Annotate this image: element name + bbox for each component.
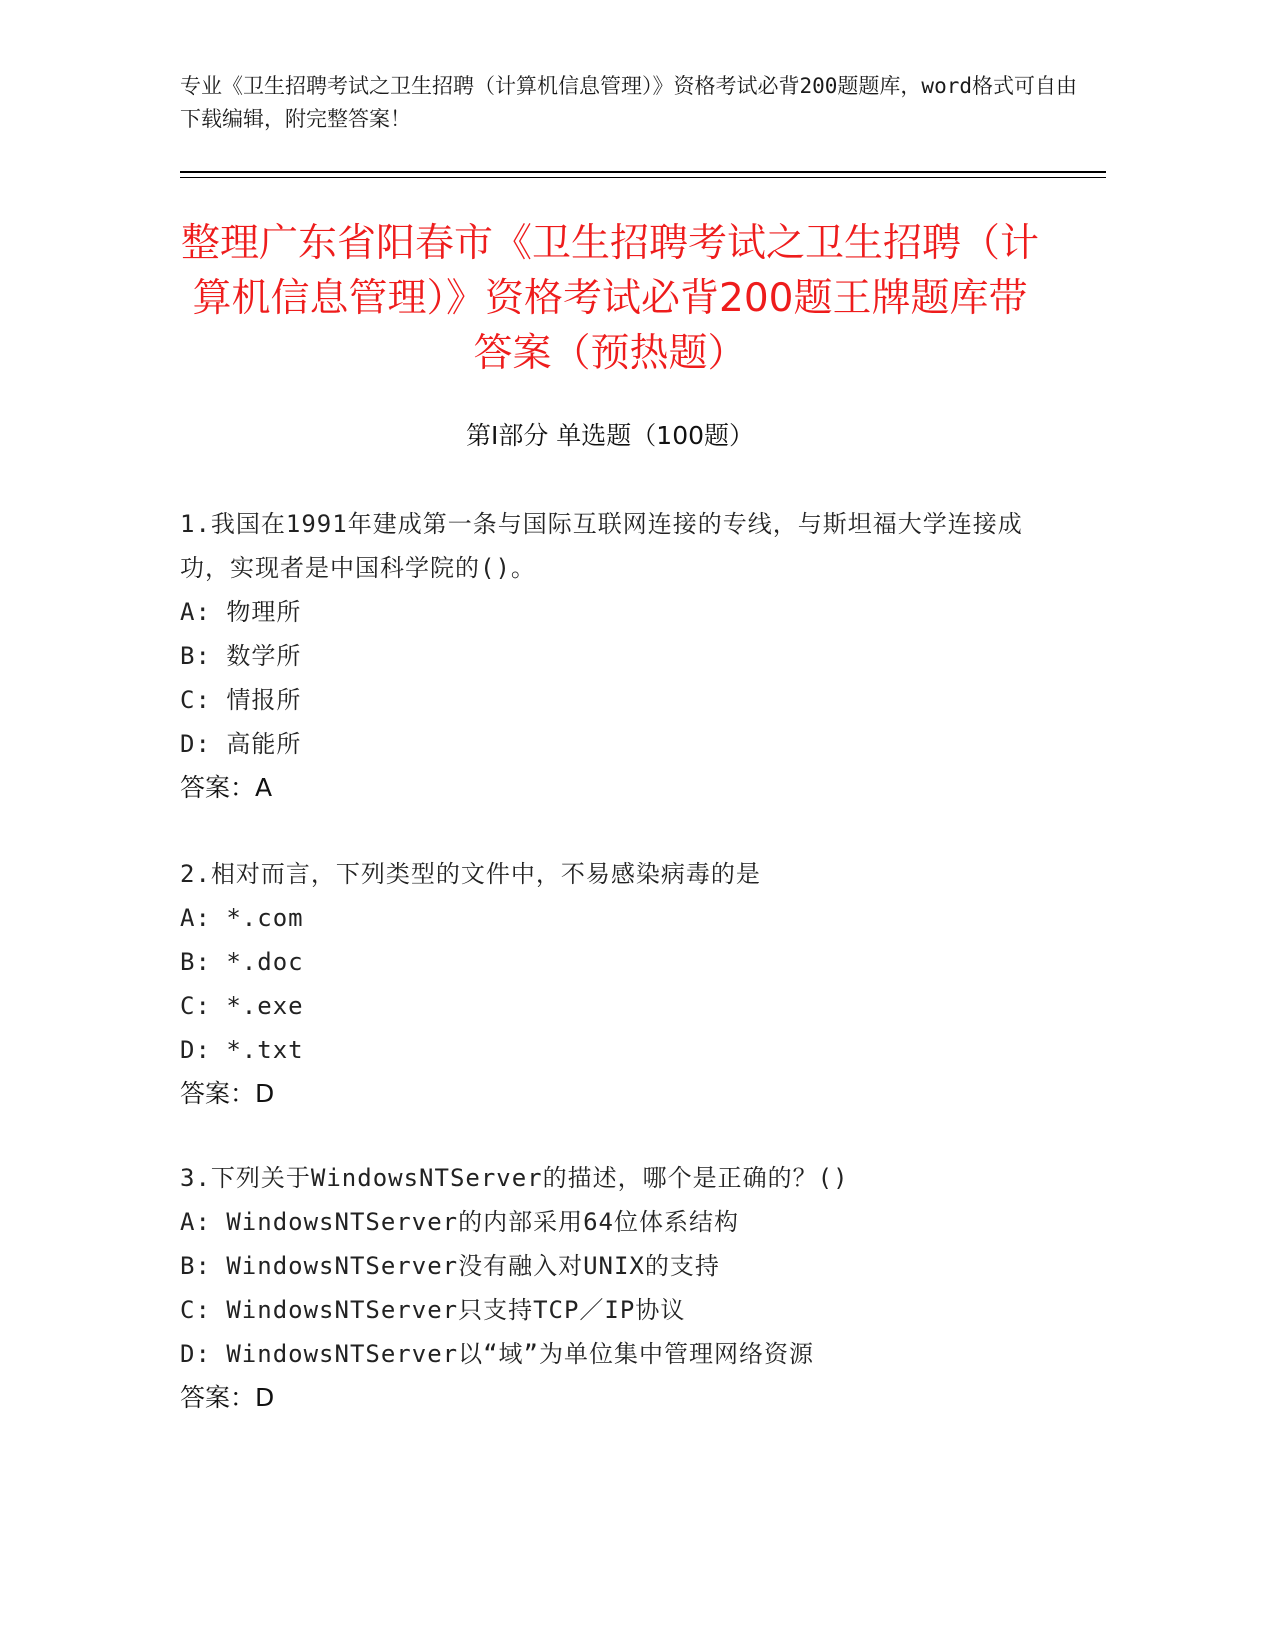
option-c: C: WindowsNTServer只支持TCP／IP协议 (180, 1296, 686, 1324)
question-text: 2.相对而言，下列类型的文件中，不易感染病毒的是 (180, 860, 761, 888)
question-3 (180, 1156, 1040, 1420)
answer-value: D (255, 1383, 275, 1412)
question-text: 3.下列关于WindowsNTServer的描述，哪个是正确的？() (180, 1164, 849, 1192)
option-d: D: *.txt (180, 1036, 304, 1064)
answer-line (180, 766, 1040, 810)
option-a: A: *.com (180, 904, 304, 932)
option-b: B: *.doc (180, 948, 304, 976)
answer-label: 答案： (180, 1079, 256, 1108)
answer-value: A (255, 773, 273, 802)
option-a: A: WindowsNTServer的内部采用64位体系结构 (180, 1208, 739, 1236)
answer-label: 答案： (180, 773, 256, 802)
section-heading: 第Ⅰ部分 单选题（100题） (465, 421, 755, 450)
option-c: C: *.exe (180, 992, 304, 1020)
header-divider-thick (180, 171, 1106, 173)
header-note: 专业《卫生招聘考试之卫生招聘（计算机信息管理）》资格考试必背200题题库，word格式可自由下载编辑，附完整答案！ (180, 74, 1077, 131)
answer-line (180, 1376, 1040, 1420)
option-b: B: WindowsNTServer没有融入对UNIX的支持 (180, 1252, 720, 1280)
question-2 (180, 852, 1040, 1116)
question-1 (180, 502, 1040, 810)
answer-label: 答案： (180, 1383, 256, 1412)
option-c: C: 情报所 (180, 686, 302, 714)
option-a: A: 物理所 (180, 598, 302, 626)
option-d: D: 高能所 (180, 730, 302, 758)
question-text: 1.我国在1991年建成第一条与国际互联网连接的专线，与斯坦福大学连接成功，实现者是中国科学院的()。 (180, 510, 1023, 582)
answer-line (180, 1072, 1040, 1116)
document-title: 整理广东省阳春市《卫生招聘考试之卫生招聘（计算机信息管理）》资格考试必背200题王牌题库带答案（预热题） (180, 221, 1039, 376)
option-d: D: WindowsNTServer以“域”为单位集中管理网络资源 (180, 1340, 814, 1368)
header-divider-thin (180, 177, 1106, 178)
answer-value: D (255, 1079, 275, 1108)
option-b: B: 数学所 (180, 642, 302, 670)
